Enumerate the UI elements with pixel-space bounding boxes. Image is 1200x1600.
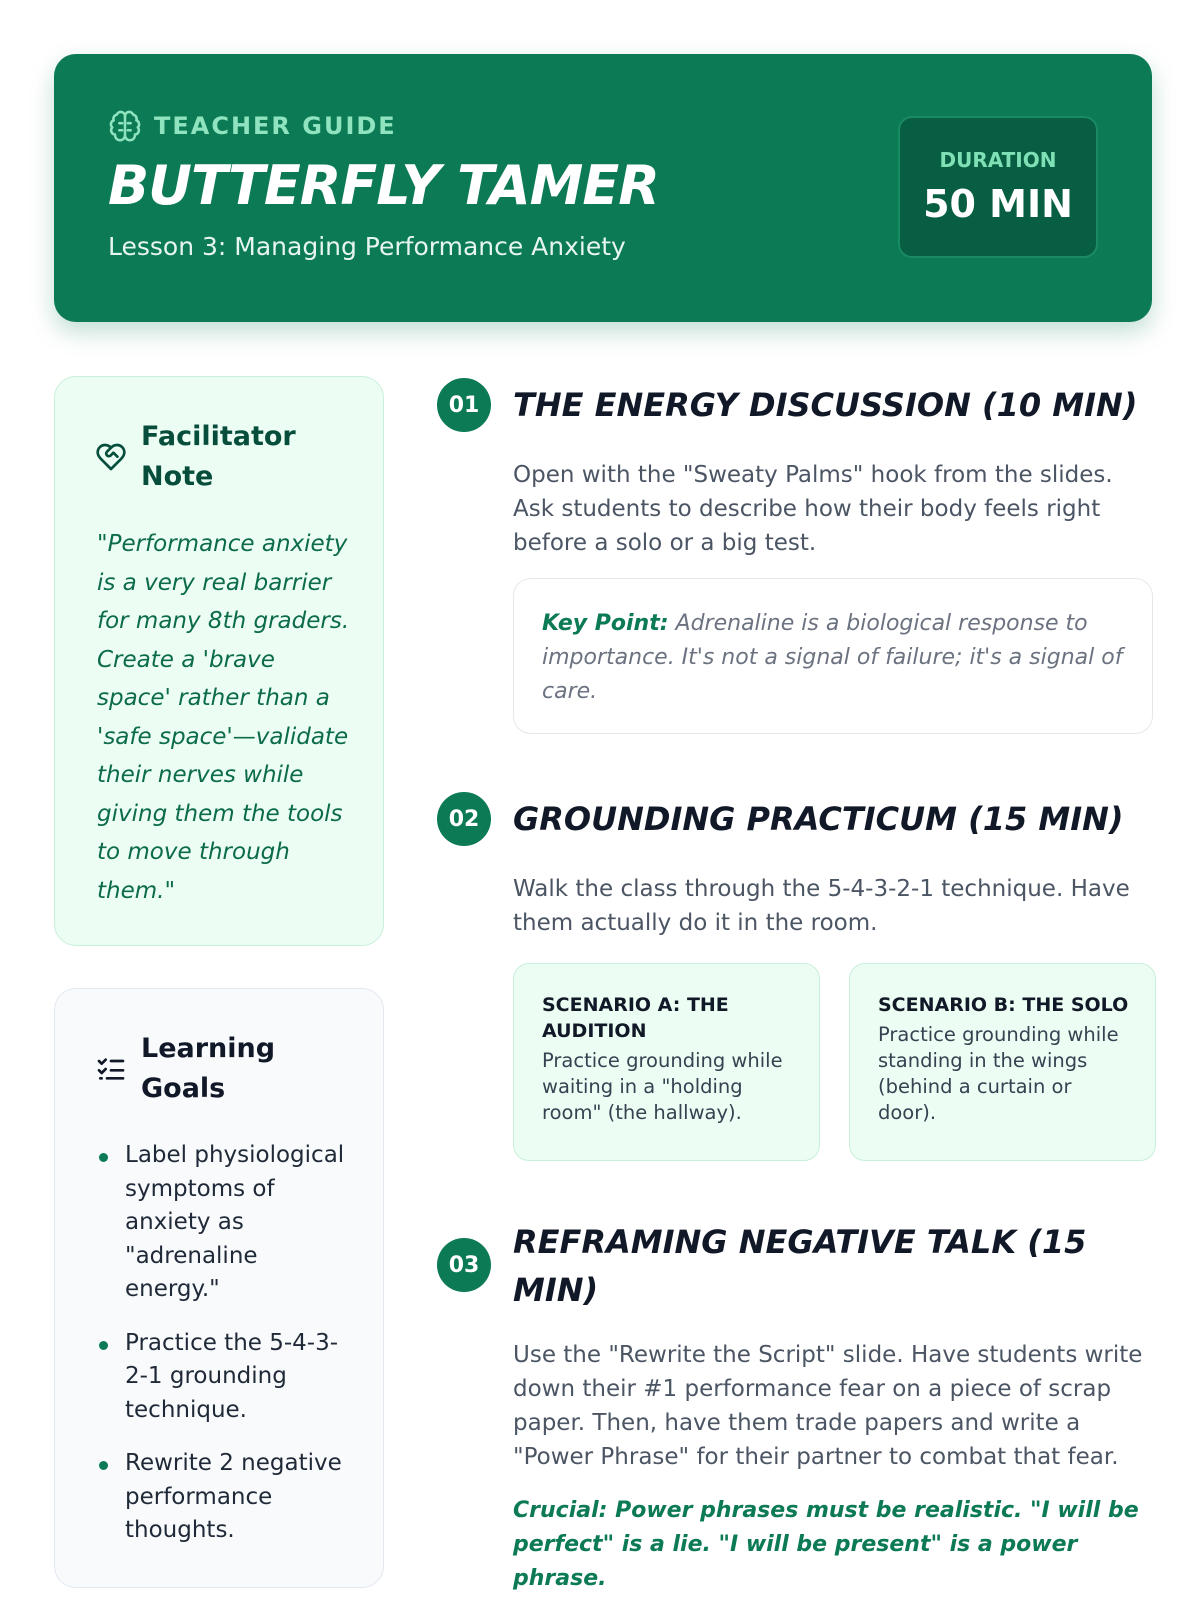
learning-goals-title: Learning Goals xyxy=(141,1033,276,1104)
duration-label: DURATION xyxy=(939,148,1057,172)
scenario-b-title: SCENARIO B: THE SOLO xyxy=(878,994,1129,1016)
heart-handshake-icon xyxy=(95,441,127,473)
checklist-icon xyxy=(95,1053,127,1085)
brain-icon xyxy=(108,109,142,143)
section-2-title: GROUNDING PRACTICUM (15 MIN) xyxy=(513,800,1124,838)
key-point-text: Adrenaline is a biological response to importance. It's not a signal of failure; it's a signal of care. xyxy=(542,611,1123,704)
section-1-title: THE ENERGY DISCUSSION (10 MIN) xyxy=(513,386,1138,424)
section-3-number: 03 xyxy=(437,1238,491,1292)
bullet-icon xyxy=(99,1153,108,1162)
scenario-a-title: SCENARIO A: THE AUDITION xyxy=(542,994,729,1042)
bullet-icon xyxy=(99,1341,108,1350)
section-2-number: 02 xyxy=(437,792,491,846)
duration-value: 50 MIN xyxy=(923,182,1073,226)
learning-goals-header xyxy=(95,1029,311,1109)
learning-goals-card xyxy=(54,988,384,1588)
scenario-a-card xyxy=(513,963,820,1161)
list-item xyxy=(99,1139,359,1307)
goal-text: Label physiological symptoms of anxiety as "adrenaline energy." xyxy=(125,1142,345,1302)
list-item xyxy=(99,1447,359,1548)
page-title: BUTTERFLY TAMER xyxy=(108,154,659,217)
header-banner xyxy=(54,54,1152,322)
section-3-title: REFRAMING NEGATIVE TALK (15 MIN) xyxy=(513,1223,1087,1309)
scenario-b-card xyxy=(849,963,1156,1161)
section-3-body: Use the "Rewrite the Script" slide. Have students write down their #1 performance fear on a piece of scrap paper. Then, have them trade papers and write a "Power Phrase" for their partner to combat that fear. xyxy=(513,1342,1143,1470)
eyebrow-label: TEACHER GUIDE xyxy=(154,112,397,140)
page-subtitle: Lesson 3: Managing Performance Anxiety xyxy=(108,232,626,261)
goal-text: Rewrite 2 negative performance thoughts. xyxy=(125,1450,342,1543)
list-item xyxy=(99,1327,359,1428)
section-2-body: Walk the class through the 5-4-3-2-1 technique. Have them actually do it in the room. xyxy=(513,876,1130,936)
section-1-number: 01 xyxy=(437,378,491,432)
crucial-note: Crucial: Power phrases must be realistic. "I will be perfect" is a lie. "I will be present" is a power phrase. xyxy=(513,1498,1139,1591)
facilitator-note-title: Facilitator Note xyxy=(141,421,296,492)
facilitator-note-card xyxy=(54,376,384,946)
goal-text: Practice the 5-4-3-2-1 grounding technique. xyxy=(125,1329,339,1423)
duration-badge xyxy=(898,116,1098,258)
scenario-b-description: Practice grounding while standing in the wings (behind a curtain or door). xyxy=(878,1023,1119,1124)
learning-goals-list xyxy=(99,1139,359,1568)
key-point-box xyxy=(513,578,1153,734)
bullet-icon xyxy=(99,1461,108,1470)
facilitator-note-header xyxy=(95,417,311,497)
key-point-label: Key Point: xyxy=(542,611,669,636)
eyebrow xyxy=(108,109,397,143)
scenario-a-description: Practice grounding while waiting in a "holding room" (the hallway). xyxy=(542,1049,783,1124)
facilitator-note-quote: "Performance anxiety is a very real barrier for many 8th graders. Create a 'brave space' rather than a 'safe space'—validate their nerves while giving them the tools to move through them." xyxy=(97,531,350,904)
section-1-body: Open with the "Sweaty Palms" hook from the slides. Ask students to describe how their body feels right before a solo or a big test. xyxy=(513,462,1113,556)
